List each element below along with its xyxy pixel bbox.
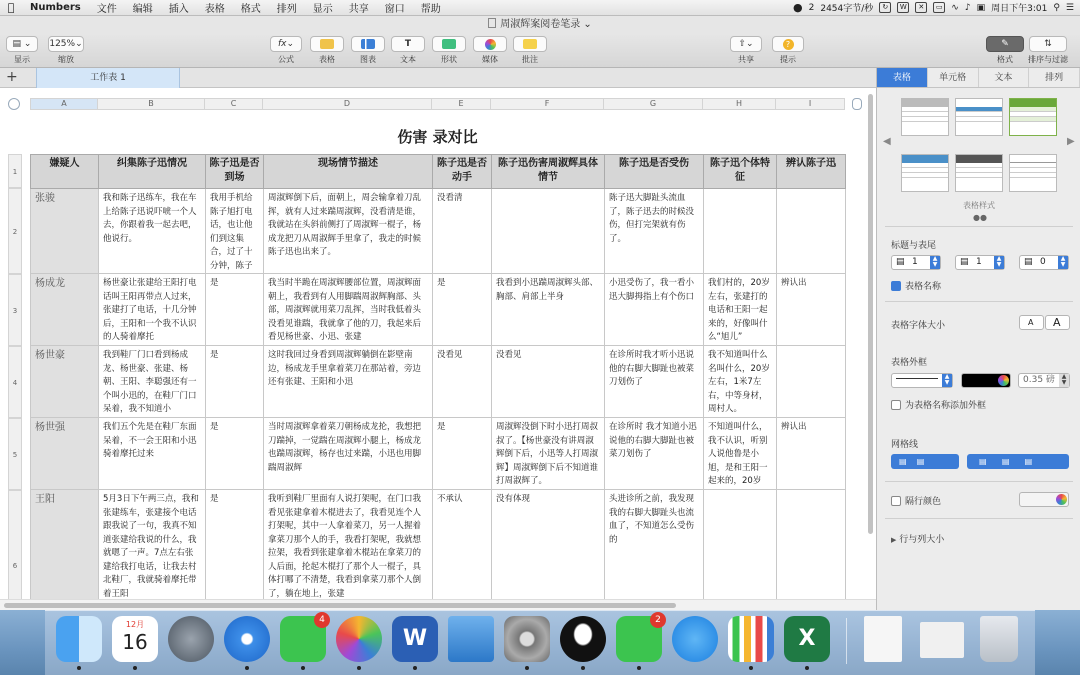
apple-icon[interactable] bbox=[0, 1, 22, 14]
document-stack-icon[interactable] bbox=[864, 616, 902, 662]
cell-text: 不承认 bbox=[437, 494, 463, 504]
outline-name-label: 为表格名称添加外框 bbox=[905, 401, 987, 411]
cell-text: 是 bbox=[210, 278, 219, 288]
column-header[interactable]: D bbox=[263, 98, 432, 110]
network-speed: 2454字节/秒 bbox=[820, 4, 874, 14]
calendar-icon[interactable] bbox=[112, 616, 158, 662]
table-cell[interactable] bbox=[206, 490, 264, 611]
menu-view[interactable]: 显示 bbox=[312, 4, 333, 15]
dock bbox=[0, 610, 1080, 675]
header-cell[interactable]: 陈子迅个体特征 bbox=[704, 155, 777, 189]
footer-rows-value: 0 bbox=[1040, 257, 1046, 267]
divider bbox=[885, 301, 1073, 302]
cell-text: 没有体现 bbox=[496, 494, 531, 504]
table-label: 表格 bbox=[319, 55, 335, 64]
outline-color-well[interactable] bbox=[961, 373, 1011, 388]
cell-text: 是 bbox=[210, 494, 219, 504]
zoom-value: 125% bbox=[49, 39, 76, 49]
brush-icon: ✎ bbox=[986, 36, 1024, 52]
wechat-badge: 2 bbox=[650, 612, 666, 628]
table-cell[interactable] bbox=[704, 418, 777, 490]
menu-bar bbox=[0, 0, 1080, 16]
table-cell[interactable] bbox=[99, 490, 206, 611]
tab-table[interactable]: 表格 bbox=[877, 68, 928, 87]
menu-app-name[interactable]: Numbers bbox=[30, 2, 81, 13]
table-cell[interactable] bbox=[264, 346, 433, 418]
cell-text: 在诊所时我才听小迅说他的右脚大脚趾也被菜刀划伤了 bbox=[609, 350, 695, 387]
header-cell[interactable]: 陈子迅是否动手 bbox=[433, 155, 492, 189]
table-cell[interactable] bbox=[31, 418, 99, 490]
data-table bbox=[30, 154, 846, 610]
divider bbox=[885, 518, 1073, 519]
window-title[interactable]: 周淑辉案阅卷笔录 bbox=[500, 19, 581, 30]
cell-text: 我和陈子迅练车，我在车上给陈子迅说吓唬一个人去，你跟着我一起去吧，他说行。 bbox=[103, 193, 197, 244]
cell-text: 在诊所时 我才知道小迅说他的右脚大脚趾也被菜刀划伤了 bbox=[609, 422, 697, 459]
column-header[interactable]: H bbox=[703, 98, 776, 110]
tips-label: 提示 bbox=[780, 55, 796, 64]
cell-text: 张骏 bbox=[35, 193, 55, 204]
table-cell[interactable] bbox=[777, 274, 846, 346]
cell-text bbox=[496, 192, 600, 270]
cell-text: 周淑辉倒下后，面朝上，周会输拿着刀乱挥，就有人过来踹周淑辉，没看清是谁，我就站在头斜前侧打了周淑辉一棍子，杨成龙把刀从周淑辉手里拿了，我走的时候陈子迅也出来了。 bbox=[268, 193, 422, 257]
cell-text: 辨认出 bbox=[781, 422, 807, 432]
header-cols-value: 1 bbox=[976, 257, 982, 267]
launchpad-icon[interactable] bbox=[168, 616, 214, 662]
column-handle[interactable] bbox=[852, 98, 862, 110]
column-header[interactable]: C bbox=[205, 98, 263, 110]
cell-text: 我到鞋厂门口看到杨成龙、杨世豪、张建、杨朝、王阳、李聪强还有一个叫小迅的，在鞋厂门口呆着，我不知道小 bbox=[103, 350, 197, 414]
wechat-status-count: 2 bbox=[808, 2, 815, 13]
line-style-icon bbox=[896, 378, 938, 379]
volume-icon[interactable]: ♪ bbox=[964, 2, 971, 13]
table-cell[interactable] bbox=[206, 418, 264, 490]
table-cell[interactable] bbox=[264, 274, 433, 346]
table-row bbox=[31, 274, 846, 346]
menu-share[interactable]: 共享 bbox=[348, 4, 369, 15]
header-rows-value: 1 bbox=[912, 257, 918, 267]
font-smaller-button[interactable] bbox=[1019, 315, 1044, 330]
menu-edit[interactable]: 编辑 bbox=[132, 4, 153, 15]
divider bbox=[885, 481, 1073, 482]
zoom-label: 缩放 bbox=[58, 55, 74, 64]
downloads-stack-icon[interactable] bbox=[920, 622, 964, 658]
cell-text: 这时我回过身看到周淑辉躺倒在影壁南边，杨成龙手里拿着菜刀在那站着，旁边还有张建、王阳和小迅 bbox=[268, 350, 422, 387]
cell-text: 5月3日下午两三点，我和张建练车，张建接个电话跟我说了一句，我真不知道张建给我说的什么，我就嗯了一声。7点左右张建给我打电话，让我去村北鞋厂，我就骑着摩托带着王阳 bbox=[103, 494, 199, 599]
cell-text: 周淑辉没倒下时小迅打周叔叔了。【杨世豪没有讲周淑辉倒下后，小迅等人打周淑辉】周淑辉倒下后不知道谁打周淑辉了。 bbox=[496, 422, 599, 486]
document-icon bbox=[488, 18, 496, 28]
sheet-tab-bar bbox=[0, 68, 876, 88]
mute-icon[interactable]: ✕ bbox=[915, 2, 927, 13]
safari-icon[interactable] bbox=[224, 616, 270, 662]
table-title[interactable]: 伤害 录对比 bbox=[397, 128, 478, 146]
select-arrows-icon[interactable]: ▲ ▼ bbox=[942, 374, 952, 387]
table-cell[interactable] bbox=[264, 418, 433, 490]
sort-filter-label: 排序与过滤 bbox=[1028, 55, 1068, 64]
trash-icon[interactable] bbox=[980, 616, 1018, 662]
table-cell[interactable] bbox=[704, 189, 777, 274]
header-cols-stepper[interactable] bbox=[955, 255, 1005, 270]
cell-text bbox=[708, 493, 772, 610]
row-header[interactable]: 5 bbox=[8, 418, 22, 490]
function-icon: fx ⌄ bbox=[270, 36, 302, 52]
sidebar-tabs bbox=[877, 68, 1080, 88]
font-larger-label: A bbox=[1053, 316, 1061, 329]
spotlight-icon[interactable]: ⚲ bbox=[1053, 2, 1060, 13]
table-cell[interactable] bbox=[492, 490, 605, 611]
word-icon[interactable]: W bbox=[392, 616, 438, 662]
share-button[interactable] bbox=[730, 36, 762, 65]
sort-icon: ⇅ bbox=[1029, 36, 1067, 52]
finder-icon[interactable] bbox=[56, 616, 102, 662]
comment-button[interactable] bbox=[513, 36, 547, 65]
row-header[interactable]: 6 bbox=[8, 490, 22, 610]
gridlines-segment-left[interactable] bbox=[891, 454, 959, 469]
excel-icon[interactable]: X bbox=[784, 616, 830, 662]
table-row bbox=[31, 490, 846, 611]
color-wheel-icon[interactable] bbox=[998, 375, 1009, 386]
keynote-icon[interactable] bbox=[448, 616, 494, 662]
table-cell[interactable] bbox=[605, 490, 704, 611]
cell-text: 我们五个先是在鞋厂东面呆着，不一会王阳和小迅骑着摩托过来 bbox=[103, 422, 197, 459]
tab-cell[interactable]: 单元格 bbox=[928, 68, 979, 87]
header-cell[interactable]: 纠集陈子迅情况 bbox=[99, 155, 206, 189]
table-cell[interactable] bbox=[99, 346, 206, 418]
chevron-left-icon[interactable]: ◀ bbox=[883, 136, 891, 147]
cell-text: 没看清 bbox=[437, 193, 463, 203]
input-icon[interactable]: W bbox=[897, 2, 909, 13]
sort-filter-button[interactable] bbox=[1028, 36, 1068, 65]
table-cell[interactable] bbox=[433, 490, 492, 611]
cell-text: 头进诊所之前，我发现我的右脚大脚趾头也流血了，不知道怎么受伤的 bbox=[609, 494, 695, 545]
menu-file[interactable]: 文件 bbox=[96, 4, 117, 15]
table-style-1[interactable] bbox=[901, 98, 949, 136]
table-style-6[interactable] bbox=[1009, 154, 1057, 192]
photos-icon[interactable] bbox=[336, 616, 382, 662]
tips-icon: ? bbox=[783, 39, 794, 50]
column-header[interactable]: A bbox=[30, 98, 98, 110]
cell-text: 没看见 bbox=[496, 350, 522, 360]
header-cell[interactable]: 辨认陈子迅 bbox=[777, 155, 846, 189]
alt-rows-color-well[interactable] bbox=[1019, 492, 1069, 507]
table-cell[interactable] bbox=[605, 346, 704, 418]
chart-label: 图表 bbox=[360, 55, 376, 64]
horizontal-scrollbar[interactable] bbox=[0, 599, 876, 610]
calendar-day: 16 bbox=[122, 630, 148, 654]
table-cell[interactable] bbox=[264, 490, 433, 611]
cell-text: 我当时半跪在周淑辉腰部位置，周淑辉面朝上，我看到有人用脚踹周淑辉胸部、头部，周淑辉就用菜刀乱挥，当时我低着头没看见谁踹，我就拿了他的刀，我起来后看见杨世豪、小迅、张建 bbox=[268, 278, 422, 342]
page-dots[interactable]: ●● bbox=[973, 213, 987, 222]
outline-width-field[interactable] bbox=[1018, 373, 1070, 388]
cell-text: 我看到小迅踹周淑辉头部、胸部、肩部上半身 bbox=[496, 278, 599, 302]
notification-icon[interactable]: ☰ bbox=[1065, 2, 1074, 13]
font-smaller-label: A bbox=[1028, 318, 1034, 327]
clock-text[interactable]: 周日下午3:01 bbox=[991, 4, 1048, 14]
chart-icon bbox=[361, 39, 375, 49]
table-cell[interactable] bbox=[433, 346, 492, 418]
menu-table[interactable]: 表格 bbox=[204, 4, 225, 15]
chevron-right-icon[interactable]: ▶ bbox=[1067, 136, 1075, 147]
cell-text bbox=[781, 349, 841, 414]
shape-button[interactable] bbox=[432, 36, 466, 65]
wifi-icon[interactable]: ∿ bbox=[951, 2, 959, 13]
table-cell[interactable] bbox=[264, 189, 433, 274]
calendar-month: 12月 bbox=[125, 620, 145, 629]
cell-text: 是 bbox=[437, 422, 446, 432]
vertical-scrollbar[interactable] bbox=[866, 92, 874, 602]
row-col-size-toggle[interactable] bbox=[891, 532, 944, 545]
cell-text: 辨认出 bbox=[781, 278, 807, 288]
tab-arrange[interactable]: 排列 bbox=[1029, 68, 1080, 87]
table-cell[interactable] bbox=[777, 346, 846, 418]
facetime-badge: 4 bbox=[314, 612, 330, 628]
font-larger-button[interactable] bbox=[1045, 315, 1070, 330]
window-titlebar bbox=[0, 16, 1080, 34]
cell-text: 王阳 bbox=[35, 494, 55, 505]
cell-text: 我用手机给陈子旭打电话，也让他们到这集合，过了十分钟，陈子 bbox=[210, 193, 253, 270]
cell-text: 不知道叫什么，我不认识，听别人说他鲁是小旭，是和王阳一起来的，20岁 bbox=[708, 422, 768, 486]
table-cell[interactable] bbox=[492, 189, 605, 274]
scroll-thumb[interactable] bbox=[4, 603, 676, 608]
menu-arrange[interactable]: 排列 bbox=[276, 4, 297, 15]
header-cell[interactable]: 陈子迅是否到场 bbox=[206, 155, 264, 189]
add-sheet-button[interactable]: + bbox=[6, 69, 18, 85]
tips-button[interactable] bbox=[772, 36, 804, 65]
table-row bbox=[31, 418, 846, 490]
app-store-icon[interactable] bbox=[672, 616, 718, 662]
table-cell[interactable] bbox=[605, 274, 704, 346]
column-header[interactable]: G bbox=[604, 98, 703, 110]
table-cell[interactable] bbox=[99, 418, 206, 490]
header-cell[interactable]: 陈子迅伤害周淑辉具体情节 bbox=[492, 155, 605, 189]
spreadsheet-canvas[interactable] bbox=[0, 88, 876, 610]
tab-sheet-1[interactable]: 工作表 1 bbox=[36, 68, 180, 88]
chevron-down-icon[interactable]: ⌄ bbox=[580, 19, 592, 30]
header-cell[interactable]: 陈子迅是否受伤 bbox=[605, 155, 704, 189]
table-cell[interactable] bbox=[433, 274, 492, 346]
font-size-label: 表格字体大小 bbox=[891, 321, 946, 331]
divider bbox=[885, 226, 1073, 227]
table-row bbox=[31, 346, 846, 418]
table-cell[interactable] bbox=[99, 274, 206, 346]
column-header[interactable]: B bbox=[98, 98, 205, 110]
table-button[interactable] bbox=[310, 36, 344, 65]
table-style-3[interactable] bbox=[1009, 98, 1057, 136]
table-cell[interactable] bbox=[206, 274, 264, 346]
numbers-icon[interactable] bbox=[728, 616, 774, 662]
sync-icon[interactable]: ↻ bbox=[879, 2, 891, 13]
formula-button[interactable] bbox=[270, 36, 302, 65]
media-label: 媒体 bbox=[482, 55, 498, 64]
comment-label: 批注 bbox=[522, 55, 538, 64]
cell-text: 杨成龙 bbox=[35, 278, 65, 289]
table-cell[interactable] bbox=[31, 490, 99, 611]
header-row bbox=[31, 155, 846, 189]
table-style-5[interactable] bbox=[955, 154, 1003, 192]
table-style-2[interactable] bbox=[955, 98, 1003, 136]
table-style-4[interactable] bbox=[901, 154, 949, 192]
menu-help[interactable]: 帮助 bbox=[420, 4, 441, 15]
share-icon: ⇧⌄ bbox=[730, 36, 762, 52]
cell-text: 杨世豪让张建给王阳打电话叫王阳再带点人过来，张建打了电话，十几分钟后，王阳和一个我不认识的人骑着摩托 bbox=[103, 278, 197, 342]
view-label: 显示 bbox=[14, 55, 30, 64]
column-header[interactable]: F bbox=[491, 98, 604, 110]
color-wheel-icon[interactable] bbox=[1056, 494, 1067, 505]
media-button[interactable] bbox=[473, 36, 507, 65]
comment-icon bbox=[523, 39, 537, 49]
table-cell[interactable] bbox=[99, 189, 206, 274]
shape-label: 形状 bbox=[441, 55, 457, 64]
headers-footer-label: 标题与表尾 bbox=[891, 241, 937, 251]
table-cell[interactable] bbox=[31, 346, 99, 418]
shape-icon bbox=[442, 39, 456, 49]
cell-text: 我们村的，20岁左右，张建打的电话和王阳一起来的，好像叫什么“旭儿” bbox=[708, 278, 770, 342]
table-cell[interactable] bbox=[492, 418, 605, 490]
table-style-caption: 表格样式 bbox=[963, 201, 995, 210]
cell-text: 小迅受伤了，我一看小迅大脚拇指上有个伤口 bbox=[609, 278, 695, 302]
cell-text: 杨世豪 bbox=[35, 350, 65, 361]
checkbox-unchecked[interactable] bbox=[891, 496, 901, 506]
checkbox-checked[interactable] bbox=[891, 281, 901, 291]
gridlines-icon: ▤ ▤ ▤ bbox=[979, 457, 1033, 466]
alt-rows-label: 隔行颜色 bbox=[905, 497, 942, 507]
text-icon: T bbox=[391, 36, 425, 52]
column-header[interactable]: E bbox=[432, 98, 491, 110]
text-label: 文本 bbox=[400, 55, 416, 64]
row-header[interactable]: 4 bbox=[8, 346, 22, 418]
display-icon[interactable]: ▭ bbox=[933, 2, 945, 13]
menu-window[interactable]: 窗口 bbox=[384, 4, 405, 15]
scroll-thumb[interactable] bbox=[868, 94, 873, 534]
table-cell[interactable] bbox=[492, 346, 605, 418]
header-cols-icon: ▤ bbox=[960, 257, 969, 267]
table-cell[interactable] bbox=[206, 189, 264, 274]
sidebar-icon: ▤ ⌄ bbox=[6, 36, 38, 52]
table-cell[interactable] bbox=[605, 418, 704, 490]
menu-insert[interactable]: 插入 bbox=[168, 4, 189, 15]
table-cell[interactable] bbox=[31, 189, 99, 274]
row-header[interactable]: 3 bbox=[8, 274, 22, 346]
system-preferences-icon[interactable] bbox=[504, 616, 550, 662]
cell-text: 是 bbox=[210, 350, 219, 360]
media-icon bbox=[485, 39, 496, 50]
table-icon bbox=[320, 39, 334, 49]
alt-rows-checkbox[interactable] bbox=[891, 494, 941, 507]
table-cell[interactable] bbox=[777, 418, 846, 490]
facetime-icon[interactable] bbox=[280, 616, 326, 662]
table-cell[interactable] bbox=[31, 274, 99, 346]
cell-text: 我听到鞋厂里面有人说打架呢，在门口我看见张建拿着木棍进去了，我看见连个人打架呢，其中一人拿着菜刀，另一人握着拿菜刀那个人的手，我看打架呢，我就想拉架，我看到张建拿着木棍站在拿菜刀的人后面，抡起木棍打了那个人一棍子，具体打哪了不清楚，我看到拿菜刀那个人倒了，躺在地上，张建 bbox=[268, 494, 422, 599]
cell-text: 陈子迅大脚趾头流血了，陈子迅去的时候没伤，但打完架就有伤了。 bbox=[609, 193, 695, 244]
format-button[interactable] bbox=[986, 36, 1024, 65]
stepper-arrows-icon[interactable]: ▲ ▼ bbox=[994, 256, 1004, 269]
column-header[interactable]: I bbox=[776, 98, 845, 110]
table-cell[interactable] bbox=[206, 346, 264, 418]
gridlines-segment-right[interactable] bbox=[967, 454, 1069, 469]
qq-icon[interactable] bbox=[560, 616, 606, 662]
view-button[interactable] bbox=[6, 36, 38, 65]
table-cell[interactable] bbox=[704, 274, 777, 346]
table-cell[interactable] bbox=[777, 189, 846, 274]
status-area bbox=[793, 1, 1080, 14]
zoom-button[interactable]: 125% ⌄ 缩放 bbox=[48, 36, 84, 65]
cell-text: 当时周淑辉拿着菜刀朝杨成龙抡，我想把刀踹掉，一觉踹在周淑辉小腿上，杨成龙也踹周淑辉，杨存也过来踹，小迅也用脚踹周淑辉 bbox=[268, 422, 422, 473]
cell-text bbox=[781, 493, 841, 610]
cell-text bbox=[708, 192, 772, 270]
toolbar bbox=[0, 34, 1080, 68]
header-rows-stepper[interactable] bbox=[891, 255, 941, 270]
share-label: 共享 bbox=[738, 55, 754, 64]
dock-separator bbox=[846, 618, 847, 664]
gridlines-label: 网格线 bbox=[891, 440, 919, 450]
table-cell[interactable] bbox=[433, 189, 492, 274]
gridlines-icon: ▤ ▤ bbox=[899, 457, 925, 466]
header-rows-icon: ▤ bbox=[896, 257, 905, 267]
input-method-icon[interactable]: ▣ bbox=[976, 2, 986, 13]
cell-text: 是 bbox=[210, 422, 219, 432]
stepper-arrows-icon[interactable]: ▲ ▼ bbox=[1058, 256, 1068, 269]
table-cell[interactable] bbox=[605, 189, 704, 274]
format-label: 格式 bbox=[997, 55, 1013, 64]
checkbox-unchecked[interactable] bbox=[891, 400, 901, 410]
cell-text: 我不知道叫什么名叫什么，20岁左右，1米7左右，中等身材，周村人。 bbox=[708, 350, 770, 414]
row-header[interactable]: 1 bbox=[8, 154, 22, 188]
text-button[interactable] bbox=[391, 36, 425, 65]
outline-label: 表格外框 bbox=[891, 358, 928, 368]
disclosure-triangle-icon[interactable]: ▶ bbox=[891, 536, 897, 544]
select-all-handle[interactable] bbox=[8, 98, 20, 110]
column-header-bar bbox=[30, 98, 845, 110]
table-cell[interactable] bbox=[777, 490, 846, 611]
stepper-arrows-icon[interactable]: ▲ ▼ bbox=[930, 256, 940, 269]
table-row bbox=[31, 189, 846, 274]
stepper-arrows-icon[interactable]: ▲ ▼ bbox=[1059, 374, 1069, 387]
formula-label: 公式 bbox=[278, 55, 294, 64]
row-header[interactable]: 2 bbox=[8, 188, 22, 274]
wechat-status-icon[interactable]: ● bbox=[793, 1, 803, 14]
menu-format[interactable]: 格式 bbox=[240, 4, 261, 15]
footer-rows-icon: ▤ bbox=[1024, 257, 1033, 267]
table-name-label: 表格名称 bbox=[905, 282, 942, 292]
table-cell[interactable] bbox=[492, 274, 605, 346]
chart-button[interactable] bbox=[351, 36, 385, 65]
tab-text[interactable]: 文本 bbox=[979, 68, 1030, 87]
table-cell[interactable] bbox=[433, 418, 492, 490]
cell-text: 是 bbox=[437, 278, 446, 288]
format-sidebar bbox=[876, 68, 1080, 610]
outline-style-select[interactable] bbox=[891, 373, 953, 388]
cell-text: 杨世强 bbox=[35, 422, 65, 433]
header-cell[interactable]: 嫌疑人 bbox=[31, 155, 99, 189]
cell-text bbox=[781, 192, 841, 270]
outline-width-value: 0.35 磅 bbox=[1023, 375, 1055, 385]
table-cell[interactable] bbox=[704, 346, 777, 418]
row-col-size-label: 行与列大小 bbox=[899, 535, 945, 545]
cell-text: 没看见 bbox=[437, 350, 463, 360]
header-cell[interactable]: 现场情节描述 bbox=[264, 155, 433, 189]
footer-rows-stepper[interactable] bbox=[1019, 255, 1069, 270]
table-cell[interactable] bbox=[704, 490, 777, 611]
table-name-checkbox[interactable] bbox=[891, 279, 941, 292]
wechat-icon[interactable] bbox=[616, 616, 662, 662]
outline-name-checkbox[interactable] bbox=[891, 398, 986, 411]
